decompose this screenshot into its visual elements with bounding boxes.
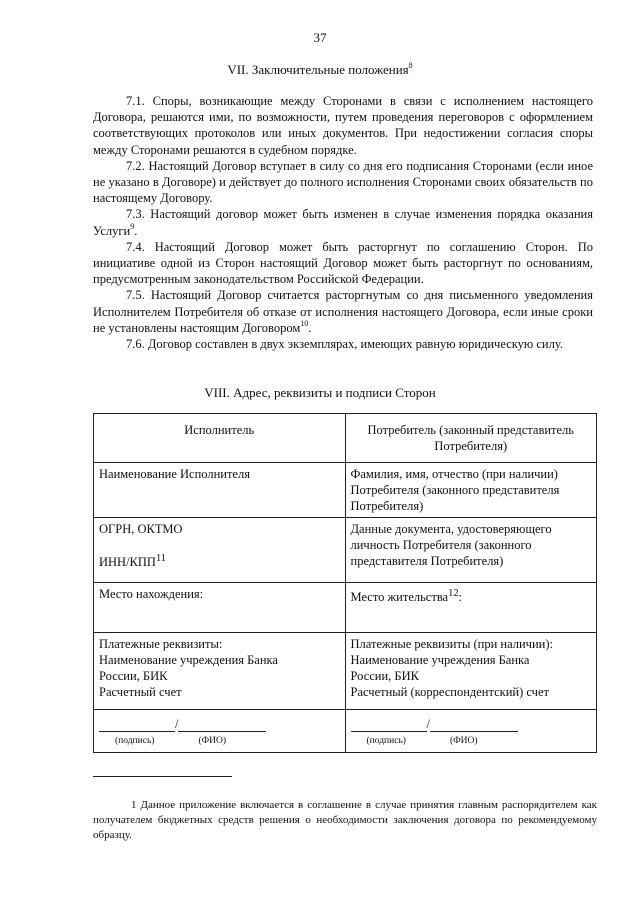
page-number: 37 <box>313 30 327 45</box>
paragraph-7-2 <box>93 158 593 207</box>
paragraph-7-6 <box>93 336 593 352</box>
residence-text: Место жительства <box>350 590 449 605</box>
consumer-signature-captions <box>351 733 592 749</box>
executor-header: Исполнитель <box>94 414 346 463</box>
footnote-ref-11: 11 <box>155 553 166 564</box>
paragraph-7-3 <box>93 206 593 238</box>
paragraph-7-6-text: 7.6. Договор составлен в двух экземплярах, имеющих равную юридическую силу. <box>126 337 563 352</box>
signature-slash: / <box>175 717 179 731</box>
signature-caption: (подпись) <box>366 736 406 746</box>
paragraph-7-1 <box>93 93 593 158</box>
bank-line: Платежные реквизиты (при наличии): <box>350 637 553 651</box>
consumer-header: Потребитель (законный представитель Потребителя) <box>345 414 597 463</box>
paragraph-7-1-text: 7.1. Споры, возникающие между Сторонами в связи с исполнением настоящего Договора, решаются ими, по возможности, путем проведения переговоров с оформлением соответствующих протоколов или иных документов. При недостижении согласия споры между Сторонами решаются в судебном порядке. <box>93 94 593 157</box>
table-row <box>94 463 597 518</box>
bank-line: Наименование учреждения Банка <box>350 653 530 667</box>
signature-blank <box>351 721 427 732</box>
consumer-bank-cell <box>345 633 597 710</box>
executor-signature-captions <box>99 733 340 749</box>
consumer-signature-line <box>351 716 592 732</box>
paragraph-7-3-period: . <box>134 223 138 238</box>
paragraph-7-4 <box>93 239 593 288</box>
executor-signature-cell <box>94 710 346 753</box>
section-8-heading: VIII. Адрес, реквизиты и подписи Сторон <box>204 385 436 400</box>
name-blank <box>178 721 266 732</box>
executor-bank-cell <box>94 633 346 710</box>
footnote-ref-9: 9 <box>130 221 135 231</box>
table-row <box>94 633 597 710</box>
consumer-document-cell: Данные документа, удостоверяющего личность Потребителя (законного представителя Потребителя) <box>345 518 597 583</box>
bank-line: Наименование учреждения Банка <box>99 653 278 667</box>
footnote-text: 1 Данное приложение включается в соглашение в случае принятия главным распорядителем как получателем бюджетных средств решения о необходимости заключения договора по рекомендуемому образцу. <box>93 799 597 841</box>
signature-blank <box>99 721 175 732</box>
paragraph-7-5-text: 7.5. Настоящий Договор считается расторгнутым со дня письменного уведомления Исполнителем Потребителя об отказе от исполнения настоящего Договора, если иные сроки не установлены настоящим Договором <box>93 288 593 335</box>
executor-signature-line <box>99 716 340 732</box>
signature-caption: (подпись) <box>115 736 155 746</box>
bank-line: Платежные реквизиты: <box>99 637 223 651</box>
bank-line: Расчетный счет <box>99 685 182 699</box>
footnote-ref-12: 12 <box>448 588 459 599</box>
paragraph-7-3-text: 7.3. Настоящий договор может быть изменен в случае изменения порядка оказания Услуги <box>93 207 593 238</box>
paragraph-7-5-period: . <box>308 320 312 335</box>
paragraph-7-2-text: 7.2. Настоящий Договор вступает в силу со дня его подписания Сторонами (если иное не указано в Договоре) и действует до полного исполнения Сторонами своих обязательств по настоящему Договору. <box>93 158 593 206</box>
ogrn-oktmo-label: ОГРН, ОКТМО <box>99 522 183 536</box>
table-header-row <box>94 414 597 463</box>
residence-colon: : <box>458 590 462 605</box>
name-caption: (ФИО) <box>449 736 478 746</box>
paragraph-7-4-text: 7.4. Настоящий Договор может быть расторгнут по соглашению Сторон. По инициативе одной из Сторон настоящий Договор может быть расторгнут по основаниям, предусмотренным законодательством Российской Федерации. <box>93 239 593 287</box>
section-7-title: VII. Заключительные положения <box>227 62 409 77</box>
name-caption: (ФИО) <box>198 736 227 746</box>
bank-line: Расчетный (корреспондентский) счет <box>350 685 549 699</box>
footnote-divider <box>93 776 232 777</box>
signature-row <box>94 710 597 753</box>
paragraph-7-5 <box>93 287 593 336</box>
consumer-residence-cell <box>345 583 597 633</box>
section-7-body <box>93 93 593 352</box>
inn-kpp-text: ИНН/КПП <box>99 555 156 570</box>
requisites-table <box>93 413 597 753</box>
bank-line: России, БИК <box>99 669 168 683</box>
bank-line: России, БИК <box>350 669 419 683</box>
consumer-signature-cell <box>345 710 597 753</box>
table-row <box>94 518 597 583</box>
name-blank <box>430 721 518 732</box>
section-7-heading <box>0 62 640 78</box>
executor-name-cell: Наименование Исполнителя <box>94 463 346 518</box>
executor-ids-cell <box>94 518 346 583</box>
inn-kpp-label <box>99 551 340 570</box>
consumer-name-cell: Фамилия, имя, отчество (при наличии) Потребителя (законного представителя Потребителя) <box>345 463 597 518</box>
executor-location-cell: Место нахождения: <box>94 583 346 633</box>
section-7-title-footnote-ref: 8 <box>408 61 413 70</box>
table-row <box>94 583 597 633</box>
footnote-ref-10: 10 <box>300 318 309 328</box>
signature-slash: / <box>426 717 430 731</box>
